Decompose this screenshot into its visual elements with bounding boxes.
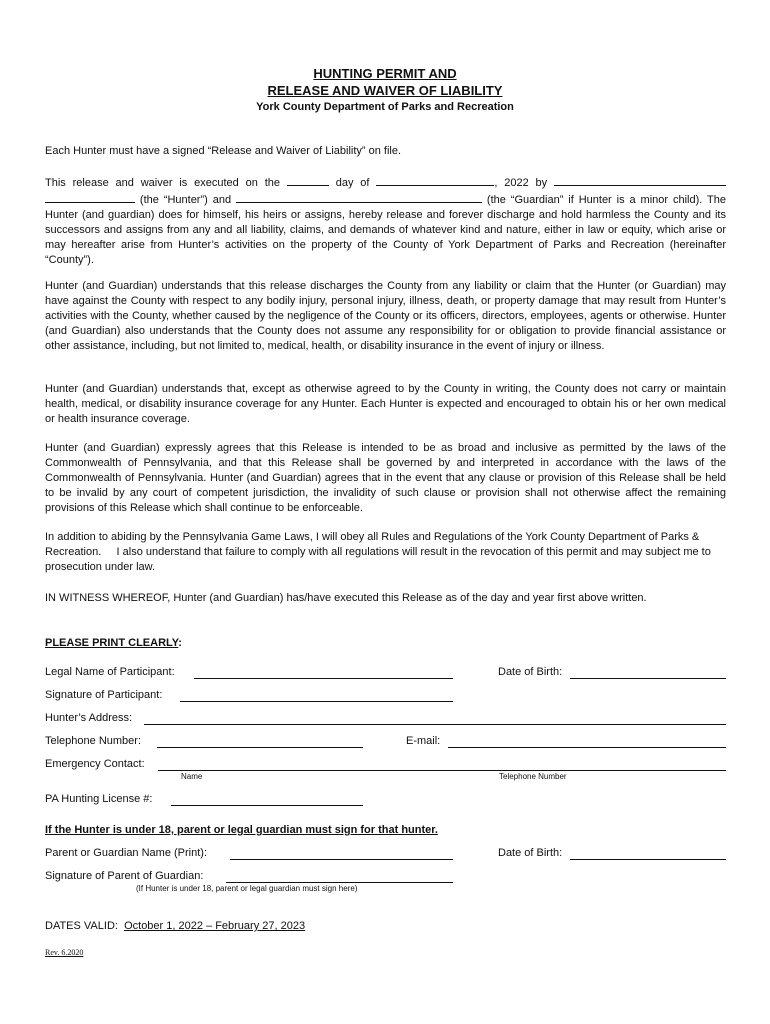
guardian-signature-label: Signature of Parent of Guardian:: [45, 870, 204, 882]
month-blank[interactable]: [376, 174, 494, 186]
dob-label: Date of Birth:: [498, 666, 563, 678]
dob-field[interactable]: [570, 678, 726, 679]
print-clearly-heading: [45, 636, 182, 650]
guardian-notice: If the Hunter is under 18, parent or legal guardian must sign for that hunter.: [45, 824, 438, 836]
print-clearly-colon: :: [178, 637, 182, 649]
guardian-signature-hint: (If Hunter is under 18, parent or legal guardian must sign here): [136, 884, 358, 893]
document-title-line2: RELEASE AND WAIVER OF LIABILITY: [267, 83, 503, 98]
intro-text: Each Hunter must have a signed “Release and Waiver of Liability” on file.: [45, 145, 402, 157]
release-text: This release and waiver is executed on the: [45, 177, 281, 189]
address-field[interactable]: [144, 724, 726, 725]
guardian-dob-field[interactable]: [570, 859, 726, 860]
release-text: day of: [335, 177, 370, 189]
dates-valid: [45, 919, 305, 933]
revision-note: Rev. 6.2020: [45, 948, 84, 957]
emergency-phone-hint: Telephone Number: [499, 772, 567, 781]
release-text: , 2022 by: [494, 177, 548, 189]
legal-name-label: Legal Name of Participant:: [45, 666, 175, 678]
release-paragraph-4: Hunter (and Guardian) expressly agrees that this Release is intended to be as broad and inclusive as permitted by the laws of the Commonwealth of Pennsylvania, and that this Release shall be governed by and interpreted in accordance with the laws of the Commonwealth of Pennsylvania. Hunter (and Guardian) agrees that in the event that any clause or provision of this Release shall be held to be invalid by any court of competent jurisdiction, the invalidity of such clause or provision shall not otherwise affect the remaining provisions of this Release which shall continue to be enforceable.: [45, 442, 726, 514]
license-label: PA Hunting License #:: [45, 793, 153, 805]
guardian-signature-field[interactable]: [226, 882, 453, 883]
release-paragraph-1: [45, 174, 726, 268]
executed-by-blank[interactable]: [554, 174, 726, 186]
legal-name-field[interactable]: [194, 678, 453, 679]
signature-label: Signature of Participant:: [45, 689, 163, 701]
document-title-line1: HUNTING PERMIT AND: [313, 66, 457, 81]
department-name: York County Department of Parks and Recreation: [256, 101, 514, 113]
guardian-dob-label: Date of Birth:: [498, 847, 563, 859]
release-text: (the “Guardian” if Hunter is a minor child). The Hunter (and guardian) does for himself, his heirs or assigns, hereby release and forever discharge and hold harmless the County and its successors and assigns from any and all liability, claims, and demands of whatever kind and nature, either in law or equity, which arise or may hereafter arise from Hunter’s activities on the property of the County of York Department of Parks and Recreation (hereinafter “County”).: [45, 194, 726, 266]
email-field[interactable]: [448, 747, 726, 748]
release-paragraph-3: Hunter (and Guardian) understands that, except as otherwise agreed to by the County in writing, the County does not carry or maintain health, medical, or disability insurance coverage for any Hunter. Each Hunter is expected and encouraged to obtain his or her own medical or health insurance coverage.: [45, 383, 726, 425]
release-text: In addition to abiding by the Pennsylvania Game Laws, I will obey all Rules and Regulations of the York County Department of Parks & Recreation.: [45, 531, 700, 558]
license-field[interactable]: [171, 805, 363, 806]
release-text: I also understand that failure to comply with all regulations will result in the revocation of this permit and may subject me to prosecution under law.: [45, 546, 711, 573]
release-paragraph-5: [45, 530, 726, 575]
signature-field[interactable]: [180, 701, 453, 702]
emergency-contact-label: Emergency Contact:: [45, 758, 145, 770]
hunter-name-blank[interactable]: [45, 191, 135, 203]
dates-valid-label: DATES VALID:: [45, 920, 118, 932]
email-label: E-mail:: [406, 735, 441, 747]
guardian-name-field[interactable]: [230, 859, 453, 860]
dates-valid-range: October 1, 2022 – February 27, 2023: [124, 920, 306, 932]
release-paragraph-6: IN WITNESS WHEREOF, Hunter (and Guardian) has/have executed this Release as of the day and year first above written.: [45, 592, 647, 604]
emergency-contact-field[interactable]: [158, 770, 726, 771]
address-label: Hunter’s Address:: [45, 712, 133, 724]
release-paragraph-2: Hunter (and Guardian) understands that this release discharges the County from any liability or claim that the Hunter (or Guardian) may have against the County with respect to any bodily injury, personal injury, illness, death, or property damage that may result from Hunter’s activities with the County, whether caused by the negligence of the County or its officers, directors, employees, agents or otherwise. Hunter (and Guardian) also understands that the County does not assume any responsibility for or obligation to provide financial assistance or other assistance, including, but not limited to, medical, health, or disability insurance in the event of injury or illness.: [45, 280, 726, 352]
telephone-label: Telephone Number:: [45, 735, 142, 747]
release-text: (the “Hunter”) and: [139, 194, 232, 206]
guardian-name-label: Parent or Guardian Name (Print):: [45, 847, 208, 859]
guardian-name-blank[interactable]: [236, 191, 482, 203]
day-blank[interactable]: [287, 174, 329, 186]
telephone-field[interactable]: [157, 747, 363, 748]
print-clearly-text: PLEASE PRINT CLEARLY: [45, 637, 179, 649]
emergency-name-hint: Name: [181, 772, 203, 781]
